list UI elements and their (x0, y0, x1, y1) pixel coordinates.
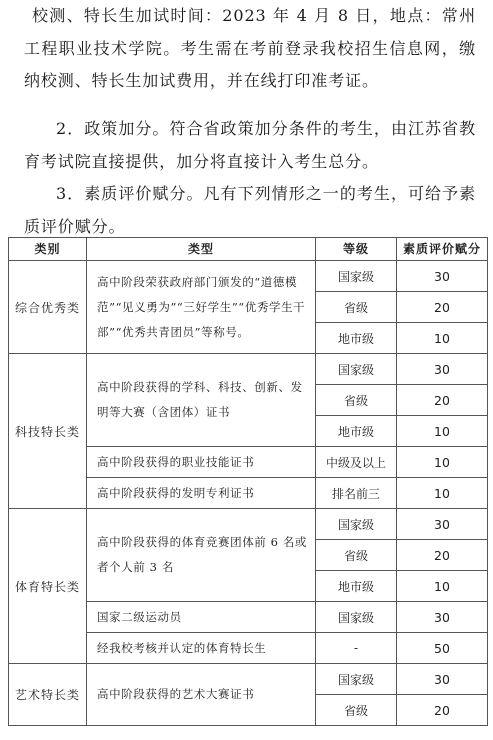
level-cell: 中级及以上 (316, 447, 397, 478)
type-cell: 高中阶段获得的艺术大赛证书 (87, 664, 316, 726)
level-cell: 排名前三 (316, 478, 397, 509)
score-cell: 30 (397, 261, 488, 292)
level-cell: 地市级 (316, 416, 397, 447)
type-cell: 高中阶段获得的体育竞赛团体前 6 名或者个人前 3 名 (87, 509, 316, 602)
score-cell: 30 (397, 509, 488, 540)
type-cell: 高中阶段获得的学科、科技、创新、发明等大赛（含团体）证书 (87, 354, 316, 447)
score-cell: 30 (397, 354, 488, 385)
header-type: 类型 (87, 238, 316, 261)
score-cell: 20 (397, 695, 488, 726)
level-cell: 国家级 (316, 354, 397, 385)
header-category: 类别 (9, 238, 87, 261)
level-cell: 省级 (316, 540, 397, 571)
paragraph-policy-bonus: 2．政策加分。符合省政策加分条件的考生，由江苏省教育考试院直接提供，加分将直接计入考生总分。 (24, 119, 476, 171)
type-cell: 高中阶段获得的发明专利证书 (87, 478, 316, 509)
score-cell: 50 (397, 633, 488, 664)
score-cell: 20 (397, 292, 488, 323)
score-cell: 20 (397, 385, 488, 416)
score-cell: 10 (397, 571, 488, 602)
header-level: 等级 (316, 238, 397, 261)
level-cell: 地市级 (316, 323, 397, 354)
paragraph-quality-score: 3．素质评价赋分。凡有下列情形之一的考生，可给予素质评价赋分。 (24, 184, 476, 236)
score-cell: 10 (397, 416, 488, 447)
level-cell: 省级 (316, 292, 397, 323)
level-cell: - (316, 633, 397, 664)
level-cell: 国家级 (316, 602, 397, 633)
table-row (9, 261, 488, 292)
score-cell: 10 (397, 323, 488, 354)
table-row (9, 664, 488, 695)
level-cell: 省级 (316, 385, 397, 416)
level-cell: 国家级 (316, 261, 397, 292)
header-score: 素质评价赋分 (397, 238, 488, 261)
category-cell: 体育特长类 (9, 509, 87, 664)
type-cell: 高中阶段荣获政府部门颁发的“道德模范”“见义勇为”“三好学生”“优秀学生干部”“优秀共青团员”等称号。 (87, 261, 316, 354)
table-row (9, 354, 488, 385)
level-cell: 地市级 (316, 571, 397, 602)
type-cell: 经我校考核并认定的体育特长生 (87, 633, 316, 664)
score-cell: 30 (397, 602, 488, 633)
category-cell: 科技特长类 (9, 354, 87, 509)
level-cell: 国家级 (316, 664, 397, 695)
paragraph-exam-schedule: 校测、特长生加试时间：2023 年 4 月 8 日，地点：常州工程职业技术学院。考生需在考前登录我校招生信息网，缴纳校测、特长生加试费用，并在线打印准考证。 (24, 6, 476, 90)
quality-score-table (8, 237, 488, 726)
type-cell: 国家二级运动员 (87, 602, 316, 633)
category-cell: 综合优秀类 (9, 261, 87, 354)
category-cell: 艺术特长类 (9, 664, 87, 726)
score-cell: 10 (397, 447, 488, 478)
level-cell: 国家级 (316, 509, 397, 540)
type-cell: 高中阶段获得的职业技能证书 (87, 447, 316, 478)
score-cell: 10 (397, 478, 488, 509)
level-cell: 省级 (316, 695, 397, 726)
score-cell: 30 (397, 664, 488, 695)
table-header-row (9, 238, 488, 261)
score-cell: 20 (397, 540, 488, 571)
table-row (9, 509, 488, 540)
